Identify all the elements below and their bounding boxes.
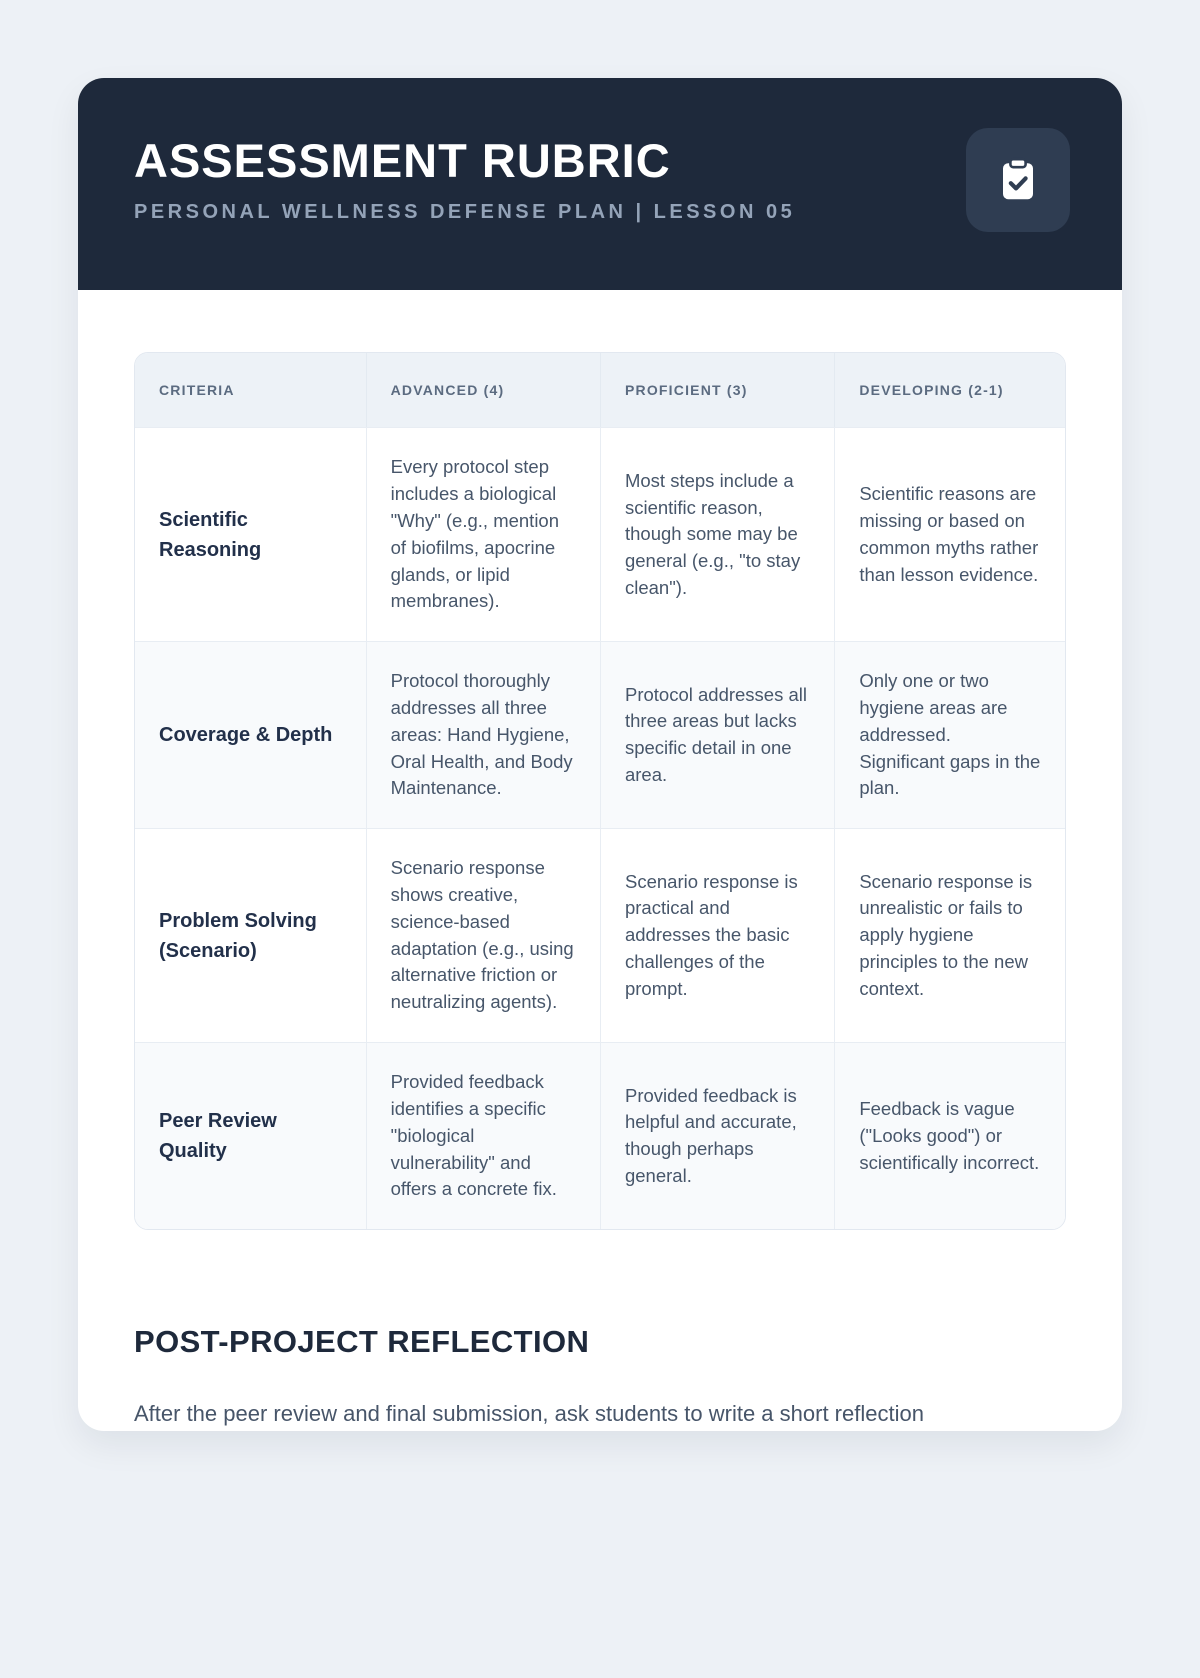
proficient-cell: Provided feedback is helpful and accurate, though perhaps general.	[600, 1043, 834, 1229]
page-title: ASSESSMENT RUBRIC	[134, 133, 671, 187]
advanced-cell: Scenario response shows creative, science-based adaptation (e.g., using alternative friction or neutralizing agents).	[366, 829, 600, 1042]
column-header-criteria: CRITERIA	[159, 382, 235, 398]
criteria-cell: Peer Review Quality	[159, 1110, 277, 1163]
criteria-cell: Coverage & Depth	[159, 724, 333, 747]
table-row	[135, 1042, 1065, 1229]
proficient-cell: Protocol addresses all three areas but lacks specific detail in one area.	[600, 642, 834, 828]
column-header-developing: DEVELOPING (2-1)	[834, 353, 1065, 427]
advanced-cell: Provided feedback identifies a specific "biological vulnerability" and offers a concrete fix.	[366, 1043, 600, 1229]
developing-cell: Scientific reasons are missing or based on common myths rather than lesson evidence.	[834, 428, 1065, 641]
section-heading-post-project-reflection: POST-PROJECT REFLECTION	[134, 1324, 590, 1360]
advanced-cell: Every protocol step includes a biological "Why" (e.g., mention of biofilms, apocrine glands, or lipid membranes).	[366, 428, 600, 641]
table-header-row	[135, 353, 1065, 427]
reflection-paragraph: After the peer review and final submission, ask students to write a short reflection	[134, 1401, 924, 1427]
proficient-cell: Scenario response is practical and addresses the basic challenges of the prompt.	[600, 829, 834, 1042]
developing-cell: Feedback is vague ("Looks good") or scientifically incorrect.	[834, 1043, 1065, 1229]
table-row	[135, 641, 1065, 828]
developing-cell: Only one or two hygiene areas are addressed. Significant gaps in the plan.	[834, 642, 1065, 828]
column-header-proficient: PROFICIENT (3)	[600, 353, 834, 427]
table-row	[135, 427, 1065, 641]
card-header	[78, 78, 1122, 290]
rubric-table	[134, 352, 1066, 1230]
column-header-advanced: ADVANCED (4)	[366, 353, 600, 427]
advanced-cell: Protocol thoroughly addresses all three areas: Hand Hygiene, Oral Health, and Body Maintenance.	[366, 642, 600, 828]
header-text-block	[134, 133, 796, 224]
criteria-cell: Scientific Reasoning	[159, 508, 262, 561]
clipboard-check-icon	[966, 128, 1070, 232]
developing-cell: Scenario response is unrealistic or fails to apply hygiene principles to the new context.	[834, 829, 1065, 1042]
rubric-card	[78, 78, 1122, 1431]
criteria-cell: Problem Solving (Scenario)	[159, 909, 317, 962]
proficient-cell: Most steps include a scientific reason, though some may be general (e.g., "to stay clean").	[600, 428, 834, 641]
page-subtitle: PERSONAL WELLNESS DEFENSE PLAN | LESSON 05	[134, 201, 796, 224]
table-row	[135, 828, 1065, 1042]
